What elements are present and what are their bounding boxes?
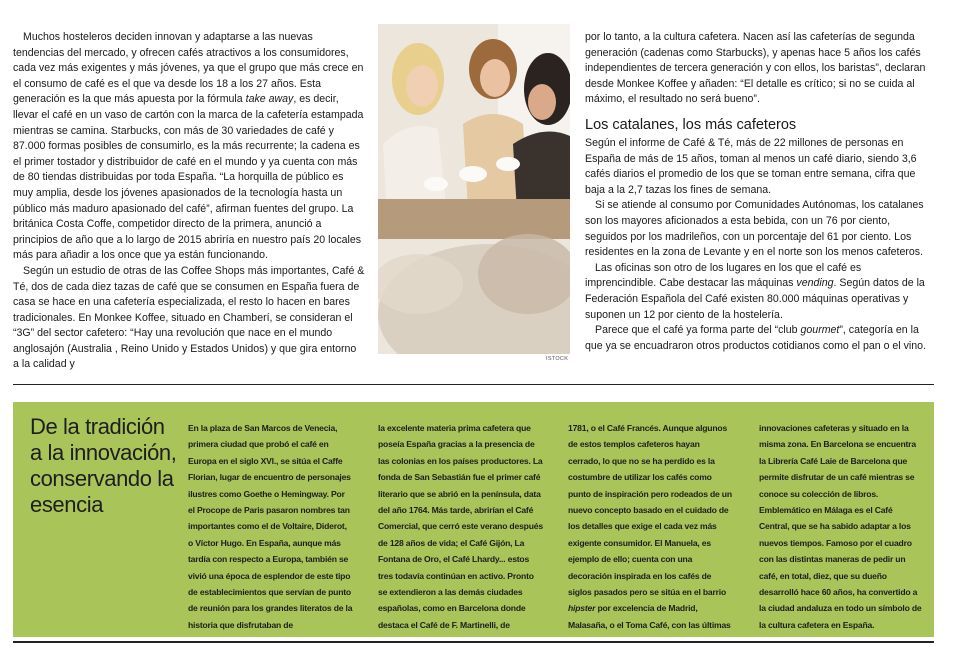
box-paragraph: 1781, o el Café Francés. Aunque algunos de estos templos cafeteros hayan cerrado, lo que no se ha perdido es la costumbre de utilizar los cafés como punto de inspiración pero rodeados de un nuevo concepto basado en el cuidado de los detalles que exige el cada vez más exigente consumidor. El Manuela, es ejemplo de ello; cuenta con una decoración inspirada en los cafés de siglos pasados pero se sitúa en el barrio hipster por excelencia de Madrid, Malasaña, o el Toma Café, con las últimas: [568, 423, 732, 630]
box-paragraph: innovaciones cafeteras y situado en la misma zona. En Barcelona se encuentra la Librería Café Laie de Barcelona que permite disfrutar de un café mientras se conoce su colección de libros. Emblemático en Málaga es el Café Central, que se ha sabido adaptar a los nuevos tiempos. Famoso por el cuadro con las distintas maneras de pedir un café, en total, diez, que su dueño desarrolló hace 60 años, ha convertido a la ciudad andaluza en todo un símbolo de la cultura cafetera en España.: [759, 423, 922, 630]
article-paragraph: Según el informe de Café & Té, más de 22 millones de personas en España de más de 15 años, toman al menos un café diario, siendo 3,6 cafés diarios el promedio de los que se toman entre semana, cifra que baja a la 2,7 tazas los fines de semana.: [585, 136, 917, 196]
box-paragraph: En la plaza de San Marcos de Venecia, primera ciudad que probó el café en Europa en el siglo XVI., se sitúa el Caffe Florian, lugar de encuentro de personajes ilustres como Goethe o Hemingway. Por el Procope de Paris pasaron nombres tan importantes como el de Voltaire, Diderot, o Víctor Hugo. En España, aunque más tardía con respecto a Europa, también se vivió una época de esplendor de este tipo de establecimientos que servían de punto de reunión para los grandes literatos de la historia que disfrutaban de: [188, 423, 353, 630]
article-column-right: [585, 30, 930, 354]
article-paragraph: Parece que el café ya forma parte del “club gourmet”, categoría en la que ya se encuadraron otros productos cotidianos como el pan o el vino.: [585, 324, 926, 352]
divider-line: [13, 641, 934, 643]
box-column: [759, 420, 924, 633]
box-column: [188, 420, 353, 633]
box-column: [568, 420, 733, 633]
article-paragraph: Las oficinas son otro de los lugares en los que el café es imprencindible. Cabe destacar las máquinas vending. Según datos de la Federación Española del Café existen 80.000 máquinas operativas y suponen un 12 por ciento de la hostelería.: [585, 261, 925, 321]
divider-line: [13, 384, 934, 385]
article-paragraph: Si se atiende al consumo por Comunidades Autónomas, los catalanes son los mayores aficionados a esta bebida, con un 76 por ciento, seguidos por los madrileños, con un porcentaje del 61 por ciento. Los residentes en la zona de Levante y en el norte son los menos cafeteros.: [585, 199, 924, 259]
article-paragraph: Muchos hosteleros deciden innovan y adaptarse a las nuevas tendencias del mercado, y ofrecen cafés atractivos a los consumidores, cada vez más exigentes y más jóvenes, ya que el grupo que más crece en el consumo de café es el que va desde los 18 a los 27 años. Esta generación es la que más apuesta por la fórmula take away, es decir, llevar el café en un vaso de cartón con la marca de la cafetería estampada mientras se camina. Starbucks, con más de 30 variedades de café y 87.000 formas posibles de consumirlo, es la más recurrente; la cadena es el primer tostador y distribuidor de café en el mundo y ya cuenta con más de 80 tiendas distribuidas por toda España. “La horquilla de público es muy amplia, desde los jóvenes apasionados de la tecnología hasta un público más maduro apasionado del café”, afirman fuentes del grupo. La británica Costa Coffe, competidor directo de la primera, anunció a principios de año que a lo largo de 2015 abriría en nuestro país 20 locales más para añadir a los once que ya están funcionando.: [13, 31, 364, 262]
photo-women-drinking-coffee: [378, 24, 570, 354]
article-paragraph: Según un estudio de otras de las Coffee Shops más importantes, Café & Té, dos de cada diez tazas de café que se consumen en España fuera de casa se hace en una cafetería especializada, el resto lo hacen en bares tradicionales. En Monkee Koffee, situado en Chamberí, se consideran el “3G” del sector cafetero: “Hay una revolución que nace en el mundo anglosajón (Australia , Reino Unido y Estados Unidos) y que gira entorno a la calidad y: [13, 264, 365, 371]
box-column: [378, 420, 543, 633]
photo-illustration: [378, 24, 570, 354]
article-paragraph: por lo tanto, a la cultura cafetera. Nacen así las cafeterías de segunda generación (cadenas como Starbucks), y apenas hace 5 años los cafés independientes de tercera generación y con ellos, los baristas”, declaran desde Monkee Koffee y añaden: “El detalle es crítico; si no se cuida al máximo, el resultado no será bueno”.: [585, 31, 926, 106]
box-paragraph: la excelente materia prima cafetera que poseía España gracias a la presencia de las colonias en los países productores. La fonda de San Sebastián fue el primer café literario que se abrió en la península, data del año 1764. Más tarde, abrirían el Café Comercial, que cerró este verano después de 128 años de vida; el Café Gijón, La Fontana de Oro, el Café Lhardy... estos tres todavía continúan en activo. Pronto se extendieron a las demás ciudades españolas, como en Barcelona donde destaca el Café de F. Martinelli, de: [378, 423, 543, 630]
box-title: De la tradición a la innovación, conservando la esencia: [30, 414, 177, 517]
photo-credit: ISTOCK: [546, 356, 569, 362]
sidebar-box: [13, 402, 934, 637]
article-column-left: [13, 30, 365, 373]
article-subheading: Los catalanes, los más cafeteros: [585, 116, 797, 133]
